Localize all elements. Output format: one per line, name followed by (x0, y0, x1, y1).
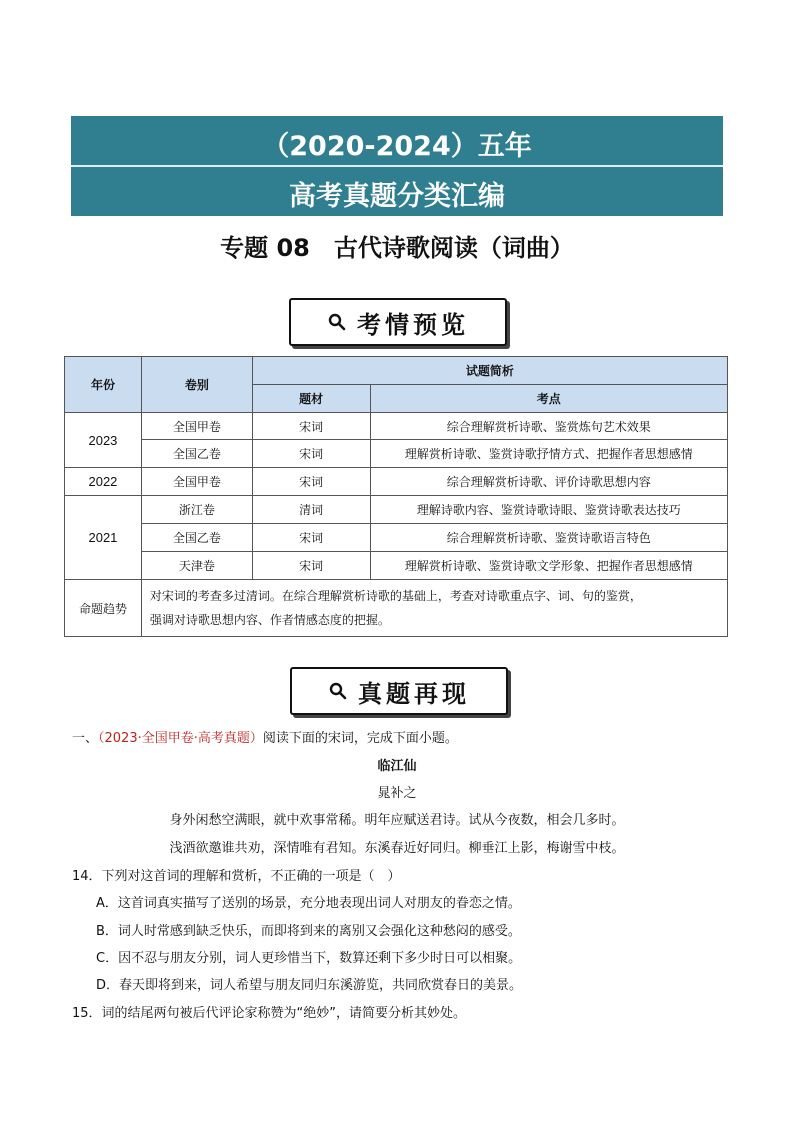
year-cell: 2023 (65, 413, 142, 468)
genre-cell: 清词 (252, 496, 370, 524)
paper-cell: 全国甲卷 (141, 413, 252, 440)
genre-cell: 宋词 (252, 552, 370, 580)
paper-cell: 浙江卷 (141, 496, 252, 524)
question-14: 14．下列对这首词的理解和赏析，不正确的一项是（ ） (72, 869, 401, 884)
table-row (65, 552, 728, 580)
point-cell: 理解赏析诗歌、鉴赏诗歌抒情方式、把握作者思想感情 (370, 440, 727, 468)
option-d: D．春天即将到来，词人希望与朋友同归东溪游览，共同欣赏春日的美景。 (96, 978, 523, 993)
point-cell: 综合理解赏析诗歌、评价诗歌思想内容 (370, 468, 727, 496)
table-row (65, 413, 728, 440)
paper-cell: 天津卷 (141, 552, 252, 580)
table-row (65, 496, 728, 524)
header-paper: 卷别 (141, 357, 252, 413)
option-c: C．因不忍与朋友分别，词人更珍惜当下，数算还剩下多少时日可以相聚。 (96, 951, 522, 966)
year-cell: 2022 (65, 468, 142, 496)
poem-author: 晁补之 (377, 786, 417, 801)
section-title: 考情预览 (357, 309, 469, 339)
paper-cell: 全国乙卷 (141, 440, 252, 468)
option-b: B．词人时常感到缺乏快乐，而即将到来的离别又会强化这种愁闷的感受。 (96, 924, 521, 939)
question-number: 一、 (72, 731, 99, 746)
question-intro (72, 727, 732, 746)
section-heading-real-questions (290, 667, 508, 715)
banner-title-line1: （2020-2024）五年 (262, 131, 532, 162)
trend-text (141, 580, 727, 637)
trend-row (65, 580, 728, 637)
point-cell: 综合理解赏析诗歌、鉴赏炼句艺术效果 (370, 413, 727, 440)
section-title: 真题再现 (358, 678, 470, 708)
option-a: A．这首词真实描写了送别的场景，充分地表现出词人对朋友的眷恋之情。 (96, 896, 521, 911)
header-genre: 题材 (252, 385, 370, 413)
year-cell: 2021 (65, 496, 142, 580)
genre-cell: 宋词 (252, 440, 370, 468)
poem-line: 浅酒欲邀谁共劝，深情唯有君知。东溪春近好同归。柳垂江上影，梅谢雪中枝。 (169, 841, 625, 856)
point-cell: 理解赏析诗歌、鉴赏诗歌文学形象、把握作者思想感情 (370, 552, 727, 580)
paper-cell: 全国乙卷 (141, 524, 252, 552)
section-heading-preview (289, 298, 507, 346)
header-year: 年份 (65, 357, 142, 413)
search-icon (327, 312, 347, 332)
header-point: 考点 (370, 385, 727, 413)
trend-line: 强调对诗歌思想内容、作者情感态度的把握。 (149, 613, 390, 627)
question-15: 15．词的结尾两句被后代评论家称赞为“绝妙”，请简要分析其妙处。 (72, 1006, 467, 1021)
trend-line: 对宋词的考查多过清词。在综合理解赏析诗歌的基础上，考查对诗歌重点字、词、句的鉴赏， (149, 589, 642, 603)
header-banner (71, 116, 723, 216)
point-cell: 理解诗歌内容、鉴赏诗歌诗眼、鉴赏诗歌表达技巧 (370, 496, 727, 524)
header-summary: 试题简析 (252, 357, 727, 385)
point-cell: 综合理解赏析诗歌、鉴赏诗歌语言特色 (370, 524, 727, 552)
poem-line: 身外闲愁空满眼，就中欢事常稀。明年应赋送君诗。试从今夜数，相会几多时。 (169, 813, 625, 828)
genre-cell: 宋词 (252, 468, 370, 496)
genre-cell: 宋词 (252, 413, 370, 440)
trend-label: 命题趋势 (65, 580, 142, 637)
paper-cell: 全国甲卷 (141, 468, 252, 496)
question-instruction: 阅读下面的宋词，完成下面小题。 (262, 731, 458, 746)
banner-divider (71, 165, 723, 167)
poem-title: 临江仙 (377, 759, 417, 774)
table-row (65, 524, 728, 552)
exam-overview-table (64, 356, 728, 637)
topic-title: 专题 08 古代诗歌阅读（词曲） (220, 234, 574, 262)
genre-cell: 宋词 (252, 524, 370, 552)
table-row (65, 440, 728, 468)
table-row (65, 468, 728, 496)
banner-title-line2: 高考真题分类汇编 (289, 181, 505, 212)
search-icon (328, 681, 348, 701)
question-source: （2023·全国甲卷·高考真题） (98, 731, 263, 746)
